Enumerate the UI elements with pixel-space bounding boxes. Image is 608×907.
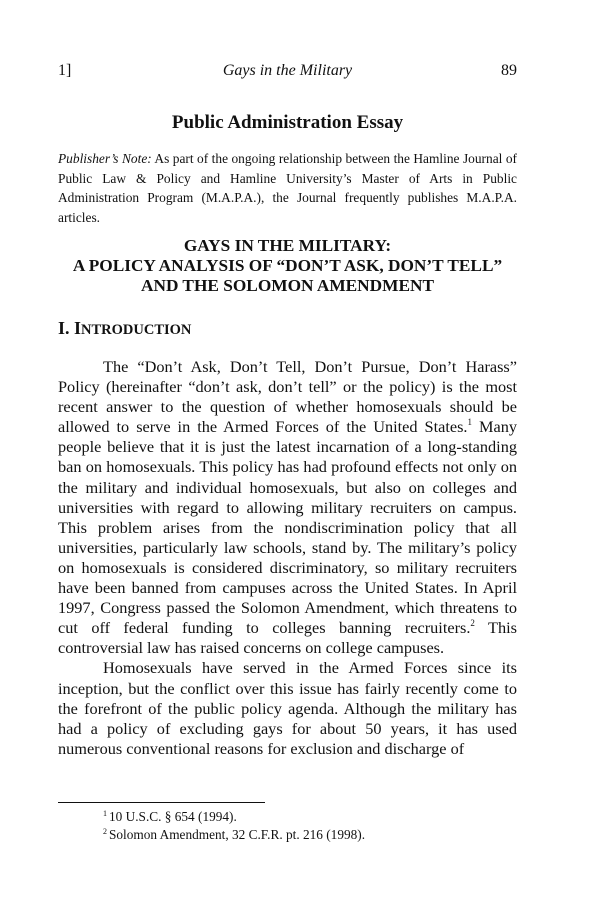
article-title-line-3: AND THE SOLOMON AMENDMENT <box>140 276 434 295</box>
footnote-1-text: 10 U.S.C. § 654 (1994). <box>109 809 237 824</box>
volume-issue-marker: 1] <box>58 62 72 79</box>
section-heading-introduction <box>58 318 191 339</box>
body-text <box>58 357 517 759</box>
footnote-2-text: Solomon Amendment, 32 C.F.R. pt. 216 (1998). <box>109 826 366 842</box>
paragraph-1-text-a: The “Don’t Ask, Don’t Tell, Don’t Pursue, Don’t Harass” Policy (hereinafter “don’t ask, don’t tell” or the policy) is the most recent answer to the question of whether homosexuals should be allowed to serve in the Armed Forces of the United States. <box>58 357 517 437</box>
article-title-line-2: A POLICY ANALYSIS OF “DON’T ASK, DON’T TELL” <box>72 256 503 275</box>
article-title-line-1: GAYS IN THE MILITARY: <box>183 236 392 255</box>
paragraph-1 <box>58 357 517 658</box>
footnotes <box>103 808 365 843</box>
page-number: 89 <box>501 62 517 79</box>
footnote-1 <box>103 808 365 826</box>
paragraph-1-text-b: Many people believe that it is just the latest incarnation of a long-standing ban on homosexuals. This policy has had profound effects not only on the military and individual homosexuals, but also on colleges and universities with regard to allowing military recruiters on campus. This problem arises from the nondiscrimination policy that all universities, particularly law schools, stand by. The military’s policy on homosexuals is considered discriminatory, so military recruiters have been banned from campuses across the United States. In April 1997, Congress passed the Solomon Amendment, which threatens to cut off federal funding to colleges banning recruiters. <box>58 417 517 638</box>
publishers-note-lead: Publisher’s Note: <box>58 151 152 166</box>
footnote-2 <box>103 826 365 844</box>
publishers-note-text: As part of the ongoing relationship between the Hamline Journal of Public Law & Policy and Hamline University’s Master of Arts in Public Administration Program (M.A.P.A.), the Journal frequently publishes M.A.P.A. articles. <box>58 151 517 225</box>
footnote-divider <box>58 802 265 803</box>
section-heading-initial: I <box>74 318 82 338</box>
section-numeral: I. <box>58 318 75 338</box>
running-title: Gays in the Military <box>222 62 353 79</box>
paragraph-2: Homosexuals have served in the Armed Forces since its inception, but the conflict over this issue has fairly recently come to the forefront of the public policy agenda. Although the military has had a policy of excluding gays for about 50 years, it has used numerous conventional reasons for exclusion and discharge of <box>58 658 517 758</box>
section-label: Public Administration Essay <box>171 112 404 133</box>
footnote-1-number: 1 <box>103 809 107 818</box>
running-head <box>58 62 517 82</box>
footnote-2-number: 2 <box>103 826 107 836</box>
paragraph-1-text-c: This controversial law has raised concerns on college campuses. <box>58 618 517 658</box>
section-heading-smallcaps: NTRODUCTION <box>81 322 192 338</box>
footnote-ref-1[interactable]: 1 <box>467 417 473 428</box>
footnote-ref-2[interactable]: 2 <box>470 618 475 629</box>
publishers-note <box>58 149 517 227</box>
article-title <box>58 236 517 296</box>
